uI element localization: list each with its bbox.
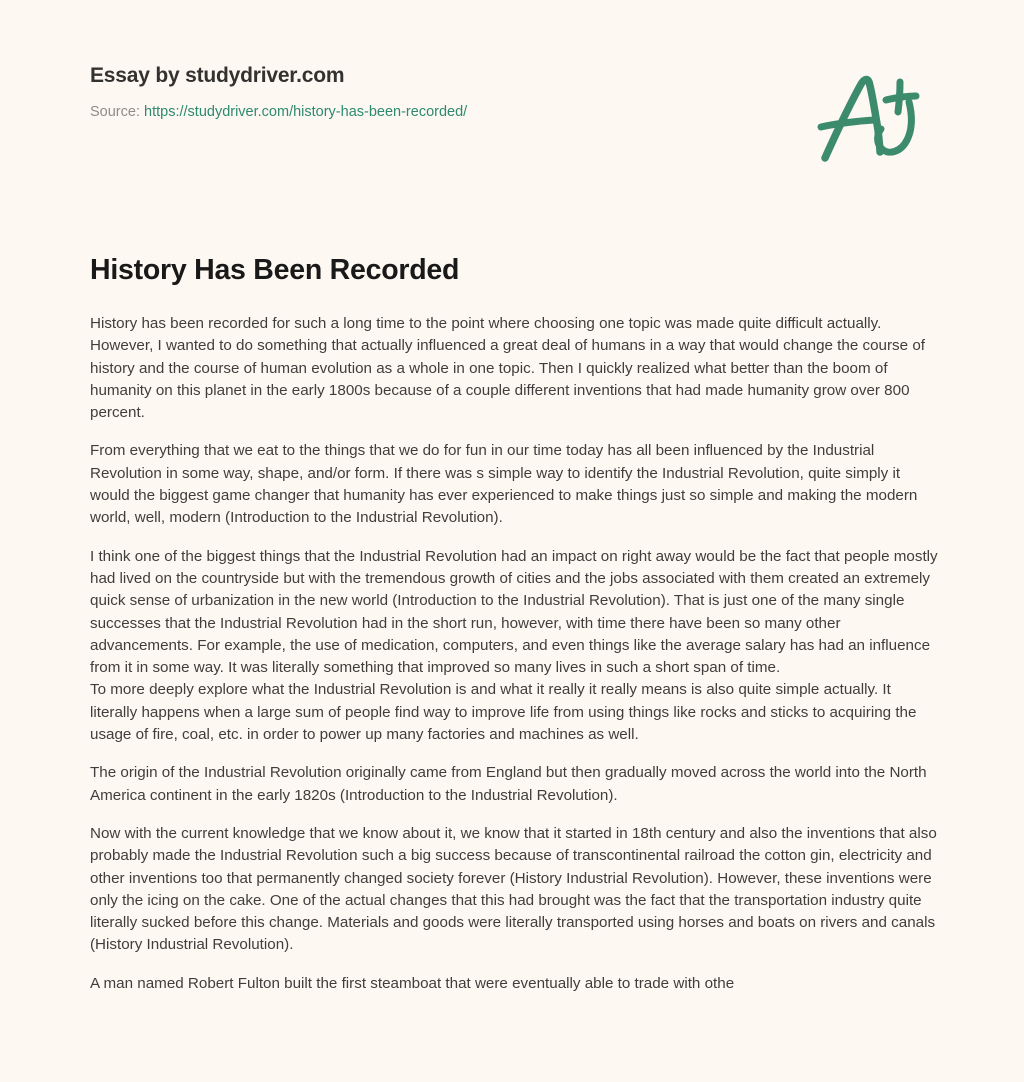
page-title: History Has Been Recorded	[90, 254, 460, 286]
essay-paragraph: Now with the current knowledge that we know about it, we know that it started in 18th century and also the inventions that also probably made the Industrial Revolution such a big success because of transcontinental railroad the cotton gin, electricity and other inventions too that permanently changed society forever (History Industrial Revolution). However, these inventions were only the icing on the cake. One of the actual changes that this had brought was the fact that the transportation industry quite literally sucked before this change. Materials and goods were literally transported using horses and boats on rivers and canals (History Industrial Revolution).	[90, 824, 937, 954]
source-line	[90, 103, 935, 122]
page-header	[90, 62, 935, 122]
source-label: Source:	[90, 104, 140, 121]
essay-paragraph: I think one of the biggest things that the Industrial Revolution had an impact on right away would be the fact that people mostly had lived on the countryside but with the tremendous growth of cities and the jobs associated with them created an extremely quick sense of urbanization in the new world (Introduction to the Industrial Revolution). That is just one of the many single successes that the Industrial Revolution had in the short run, however, with time there have been so many other advancements. For example, the use of medication, computers, and even things like the average salary has had an influence from it in some way. It was literally something that improved so many lives in such a short span of time. To more deeply explore what the Industrial Revolution is and what it really it really means is also quite simple actually. It literally happens when a large sum of people find way to improve life from using things like rocks and sticks to acquiring the usage of fire, coal, etc. in order to power up many factories and machines as well.	[90, 547, 938, 744]
source-url-link[interactable]: https://studydriver.com/history-has-been-recorded/	[144, 104, 468, 121]
essay-body	[90, 313, 938, 995]
essay-paragraph: The origin of the Industrial Revolution originally came from England but then gradually moved across the world into the North America continent in the early 1820s (Introduction to the Industrial Revolution).	[90, 764, 927, 804]
brand-heading: Essay by studydriver.com	[90, 64, 345, 87]
a-plus-logo	[812, 68, 936, 168]
a-plus-logo-icon	[812, 68, 936, 168]
essay-paragraph: From everything that we eat to the things that we do for fun in our time today has all been influenced by the Industrial Revolution in some way, shape, and/or form. If there was s simple way to identify the Industrial Revolution, quite simply it would the biggest game changer that humanity has ever experienced to make things just so simple and making the modern world, well, modern (Introduction to the Industrial Revolution).	[90, 442, 918, 527]
essay-paragraph: A man named Robert Fulton built the first steamboat that were eventually able to trade with othe	[90, 974, 735, 992]
essay-paragraph: History has been recorded for such a long time to the point where choosing one topic was made quite difficult actually. However, I wanted to do something that actually influenced a great deal of humans in a way that would change the course of history and the course of human evolution as a whole in one topic. Then I quickly realized what better than the boom of humanity on this planet in the early 1800s because of a couple different inventions that had made humanity grow over 800 percent.	[90, 315, 925, 422]
